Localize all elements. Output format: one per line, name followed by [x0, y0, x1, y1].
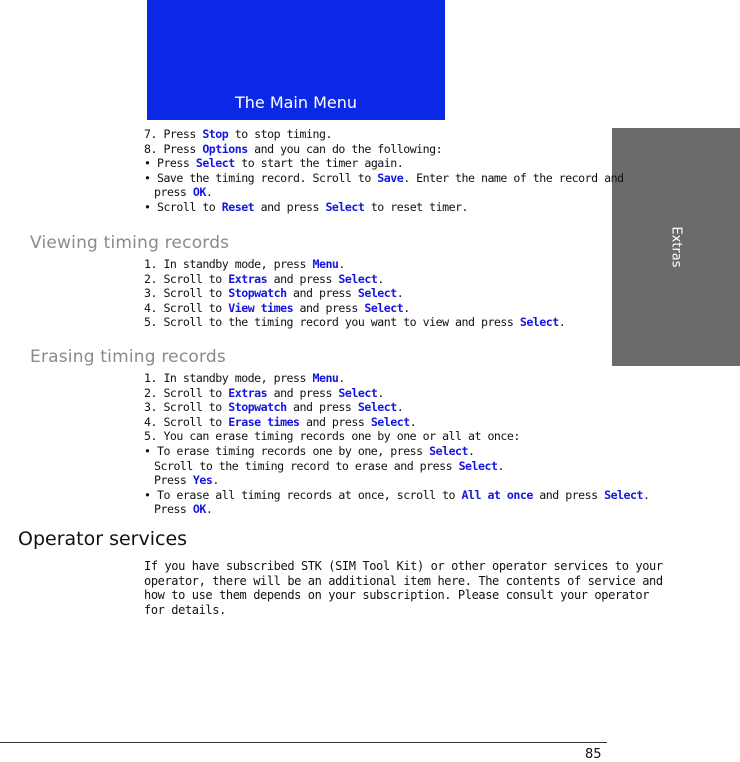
- paragraph-line: If you have subscribed STK (SIM Tool Kit) or other operator services to your: [144, 559, 663, 573]
- operator-paragraph: [144, 559, 663, 617]
- bullet-continuation: Scroll to the timing record to erase and press Select.: [154, 458, 504, 473]
- step-line: 7. Press Stop to stop timing.: [144, 127, 332, 141]
- bullet-continuation: Press OK.: [154, 502, 213, 517]
- step-line: 3. Scroll to Stopwatch and press Select.: [144, 286, 404, 301]
- screen-title: The Main Menu: [234, 93, 358, 112]
- section-tab-label: Extras: [668, 226, 684, 268]
- step-line: 4. Scroll to Erase times and press Select.: [144, 414, 417, 429]
- timer-steps: [144, 127, 624, 215]
- section-heading-operator: Operator services: [18, 528, 188, 550]
- step-line: 5. You can erase timing records one by one or all at once:: [144, 429, 520, 444]
- main-menu-screen: [147, 0, 445, 120]
- bullet-line: • Press Select to start the timer again.: [144, 156, 404, 171]
- step-line: 4. Scroll to View times and press Select.: [144, 300, 410, 315]
- paragraph-line: for details.: [144, 602, 226, 617]
- page-number: 85: [585, 747, 602, 762]
- viewing-steps: [144, 257, 608, 330]
- bullet-line: • To erase timing records one by one, press Select.: [144, 443, 475, 458]
- bullet-continuation: press OK.: [154, 185, 213, 200]
- bullet-line: • Scroll to Reset and press Select to reset timer.: [144, 199, 469, 214]
- footer-divider: [0, 742, 607, 743]
- paragraph-line: operator, there will be an additional item here. The contents of service and: [144, 573, 663, 588]
- step-line: 1. In standby mode, press Menu.: [144, 371, 345, 385]
- step-line: 5. Scroll to the timing record you want to view and press Select.: [144, 315, 566, 330]
- bullet-line: • Save the timing record. Scroll to Save. Enter the name of the record and: [144, 170, 624, 185]
- erasing-steps: [144, 371, 650, 517]
- step-line: 3. Scroll to Stopwatch and press Select.: [144, 400, 404, 415]
- section-heading-viewing: Viewing timing records: [30, 233, 230, 253]
- section-tab: [612, 128, 740, 366]
- paragraph-line: how to use them depends on your subscription. Please consult your operator: [144, 588, 650, 603]
- section-heading-erasing: Erasing timing records: [30, 347, 226, 367]
- bullet-line: • To erase all timing records at once, scroll to All at once and press Select.: [144, 487, 650, 502]
- step-line: 2. Scroll to Extras and press Select.: [144, 385, 384, 400]
- bullet-continuation: Press Yes.: [154, 473, 219, 488]
- step-line: 2. Scroll to Extras and press Select.: [144, 271, 384, 286]
- step-line: 1. In standby mode, press Menu.: [144, 257, 345, 271]
- step-line: 8. Press Options and you can do the following:: [144, 141, 443, 156]
